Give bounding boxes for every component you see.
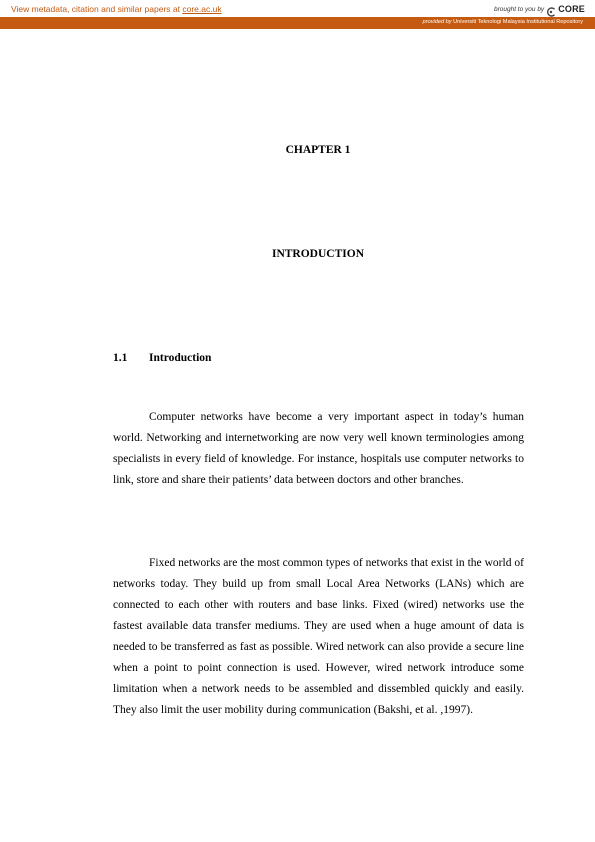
core-brand[interactable] — [494, 3, 585, 15]
body-paragraph: Computer networks have become a very important aspect in today’s human world. Networking and internetworking are now very well known terminologies among specialists in every field of knowledge. For instance, hospitals use computer networks to link, store and share their patients’ data between doctors and other branches. — [113, 411, 524, 486]
section-number: 1.1 — [113, 352, 128, 364]
core-banner — [0, 0, 595, 18]
core-link-prefix: View metadata, citation and similar papers at — [11, 4, 183, 14]
provided-by-label: provided by — [422, 19, 452, 25]
section-heading — [113, 352, 211, 364]
core-link-url[interactable]: core.ac.uk — [182, 4, 222, 14]
chapter-title: INTRODUCTION — [271, 248, 364, 260]
repository-text[interactable] — [423, 19, 583, 25]
brought-by-text: brought to you by — [493, 5, 545, 13]
core-logo-icon — [546, 4, 556, 14]
body-paragraph: Fixed networks are the most common types of networks that exist in the world of networks today. They build up from small Local Area Networks (LANs) which are connected to each other with routers and base links. Fixed (wired) networks use the fastest available data transfer mediums. They are used when a huge amount of data is needed to be transferred as fast as possible. Wired network can also provide a secure line when a point to point connection is used. However, wired network introduce some limitation when a network needs to be assembled and dissembled quickly and easily. They also limit the user mobility during communication (Bakshi, et al. ,1997). — [113, 557, 524, 716]
repository-name: Universiti Teknologi Malaysia Institutional Repository — [453, 19, 583, 25]
section-title: Introduction — [149, 352, 212, 364]
core-metadata-link[interactable] — [11, 4, 222, 14]
chapter-heading: CHAPTER 1 — [285, 144, 351, 156]
repository-bar — [0, 17, 595, 29]
core-brand-name: CORE — [558, 4, 585, 14]
